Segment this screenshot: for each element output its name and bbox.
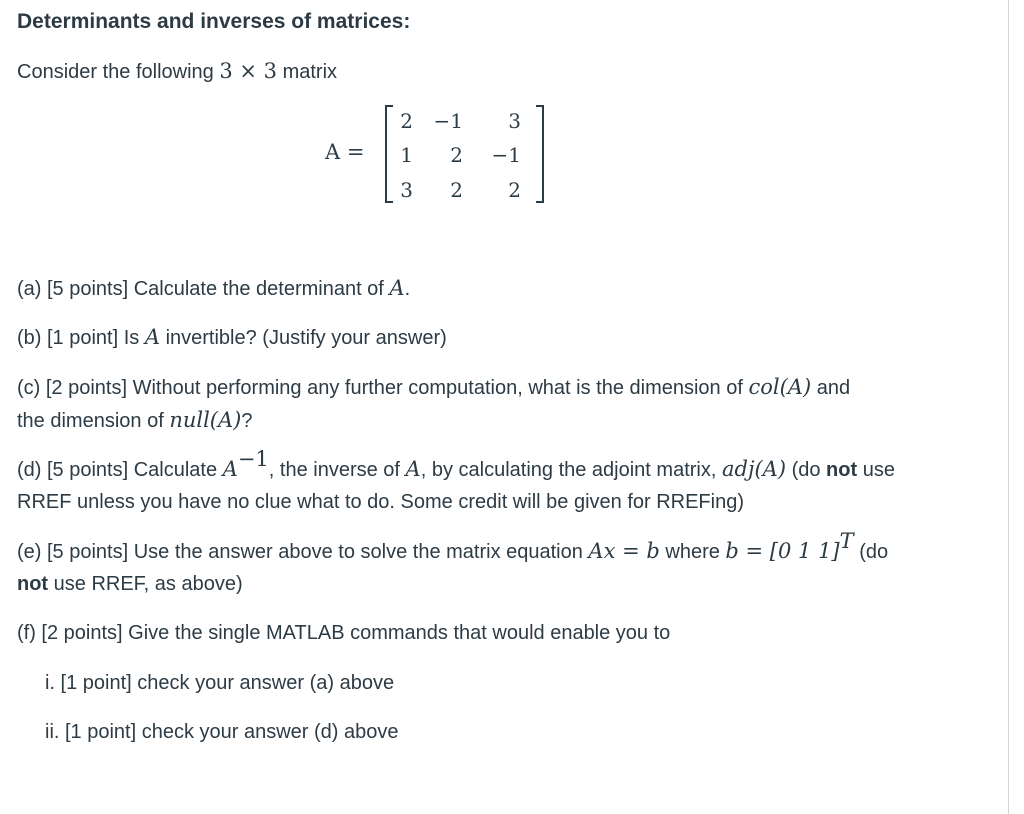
question-e-bold: not: [17, 573, 49, 595]
question-b-text: (b) [1 point] Is: [17, 327, 145, 349]
matrix-cell-r2c1: 1: [400, 143, 413, 167]
question-a-end: .: [404, 278, 411, 300]
page-right-border: [1008, 0, 1009, 814]
question-b-math: A: [144, 325, 161, 349]
question-c-math-null: null(A): [169, 408, 242, 432]
question-d-line1: [17, 447, 895, 486]
matrix-cell-r3c2: 2: [450, 178, 463, 202]
question-d-line2: RREF unless you have no clue what to do. Some credit will be given for RREFing): [17, 491, 745, 513]
question-c-line1: [17, 371, 850, 404]
intro-text-end: matrix: [277, 61, 338, 83]
question-c-line2: [17, 404, 253, 437]
question-b: [17, 321, 447, 354]
question-f: (f) [2 points] Give the single MATLAB commands that would enable you to: [17, 622, 671, 644]
question-a-math: A: [389, 276, 405, 300]
question-d-math-A: A: [405, 457, 421, 481]
question-d-math-sup: −1: [237, 447, 269, 472]
question-c-mid: and: [811, 377, 851, 399]
intro-line: [17, 55, 337, 88]
question-e-line2: [17, 568, 243, 600]
question-f-sub-ii: ii. [1 point] check your answer (d) above: [45, 721, 399, 743]
question-c-end: ?: [241, 410, 253, 432]
matrix-A: [325, 103, 555, 207]
matrix-cell-r1c1: 2: [400, 109, 413, 133]
question-d-math-inverse: A: [222, 457, 238, 481]
question-d-end: use: [857, 459, 895, 481]
matrix-label: A =: [325, 140, 365, 164]
matrix-cell-r1c3: 3: [508, 109, 521, 133]
matrix-right-bracket: [536, 105, 544, 203]
question-d-mid1: , the inverse of: [268, 459, 406, 481]
question-d-mid2: , by calculating the adjoint matrix,: [420, 459, 722, 481]
question-c-math-col: col(A): [748, 375, 812, 399]
question-d-text: (d) [5 points] Calculate: [17, 459, 223, 481]
intro-text: Consider the following: [17, 61, 220, 83]
question-f-sub-i: i. [1 point] check your answer (a) above: [45, 672, 395, 694]
question-e-math-sup: T: [839, 529, 854, 554]
matrix-cell-r3c3: 2: [508, 178, 521, 202]
question-e-mid: where: [659, 541, 726, 563]
intro-math: 3 × 3: [219, 59, 278, 83]
question-e-math-b: b = [0 1 1]: [725, 539, 840, 563]
question-e-line1: [17, 529, 889, 568]
question-e-line2-text: use RREF, as above): [48, 573, 243, 595]
matrix-cell-r1c2: −1: [433, 109, 463, 133]
matrix-cell-r2c3: −1: [491, 143, 521, 167]
question-d-mid3: (do: [786, 459, 827, 481]
question-d-bold: not: [826, 459, 858, 481]
matrix-cell-r2c2: 2: [450, 143, 463, 167]
question-a: [17, 272, 410, 305]
question-d-math-adj: adj(A): [721, 457, 787, 481]
question-c-line2-text: the dimension of: [17, 410, 170, 432]
question-e-math-eq: Ax = b: [588, 539, 660, 563]
question-a-text: (a) [5 points] Calculate the determinant of: [17, 278, 390, 300]
matrix-cell-r3c1: 3: [400, 178, 413, 202]
question-c-text: (c) [2 points] Without performing any further computation, what is the dimension of: [17, 377, 749, 399]
question-e-text: (e) [5 points] Use the answer above to solve the matrix equation: [17, 541, 589, 563]
question-b-end: invertible? (Justify your answer): [160, 327, 447, 349]
question-e-end: (do: [853, 541, 889, 563]
page-title: Determinants and inverses of matrices:: [17, 10, 411, 33]
